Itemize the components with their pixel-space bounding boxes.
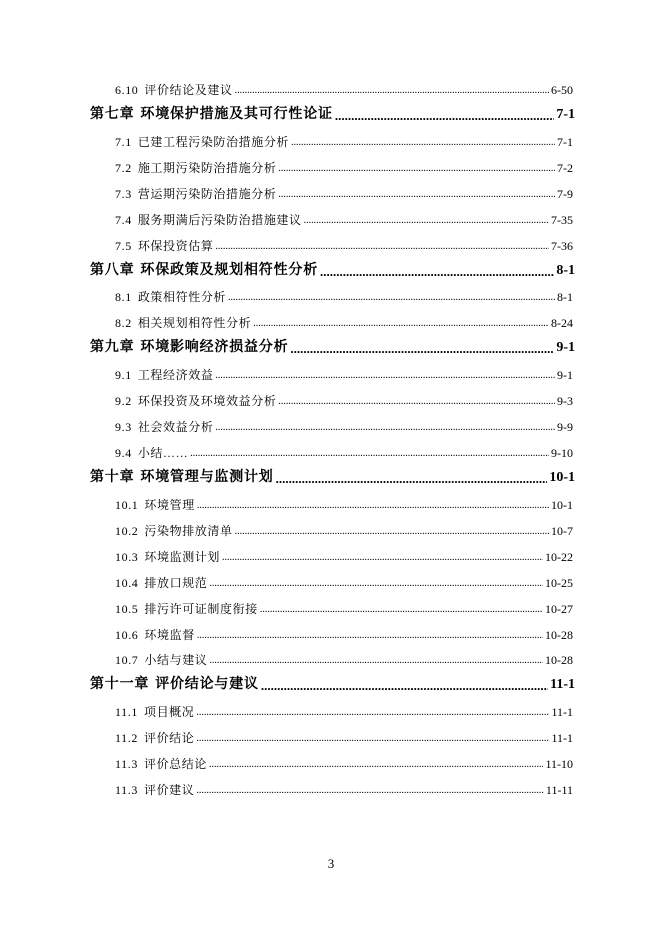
- dot-leader: [278, 162, 555, 176]
- toc-entry-page: 9-1: [557, 368, 573, 382]
- toc-section-entry[interactable]: [115, 569, 573, 591]
- toc-entry-page: 8-1: [556, 263, 575, 278]
- toc-entry-number: 10.2: [115, 524, 139, 538]
- toc-entry-number: 11.2: [115, 731, 138, 745]
- toc-entry-label: [115, 497, 195, 513]
- toc-chapter-entry[interactable]: [90, 465, 575, 487]
- toc-entry-page: 7-1: [556, 107, 575, 122]
- toc-entry-label: [115, 212, 302, 228]
- dot-leader: [215, 369, 555, 383]
- toc-section-entry[interactable]: [115, 646, 573, 668]
- toc-entry-label: [90, 106, 333, 124]
- toc-entry-page: 9-10: [551, 446, 573, 460]
- toc-entry-title: 项目概况: [143, 705, 195, 719]
- toc-entry-page: 10-1: [549, 470, 575, 485]
- toc-entry-title: 小结……: [137, 446, 189, 460]
- dot-leader: [215, 421, 555, 435]
- toc-entry-label: [115, 523, 233, 539]
- toc-section-entry[interactable]: [115, 595, 573, 617]
- toc-chapter-entry[interactable]: [90, 335, 575, 357]
- toc-chapter-entry[interactable]: [90, 258, 575, 280]
- dot-leader: [196, 784, 544, 798]
- dot-leader: [197, 499, 549, 513]
- toc-entry-title: 社会效益分析: [137, 420, 214, 434]
- toc-entry-label: [90, 469, 274, 487]
- toc-entry-label: [90, 262, 318, 280]
- toc-entry-title: 评价建议: [143, 783, 195, 797]
- dot-leader: [215, 240, 549, 254]
- toc-entry-title: 环境管理与监测计划: [140, 470, 274, 485]
- toc-entry-number: 9.1: [115, 368, 132, 382]
- toc-entry-number: 11.3: [115, 783, 138, 797]
- toc-entry-number: 10.6: [115, 628, 139, 642]
- toc-entry-title: 政策相符性分析: [137, 290, 227, 304]
- toc-section-entry[interactable]: [115, 439, 573, 461]
- toc-entry-number: 第十章: [90, 470, 135, 485]
- toc-section-entry[interactable]: [115, 206, 573, 228]
- toc-entry-page: 10-22: [545, 550, 573, 564]
- toc-entry-title: 排污许可证制度衔接: [144, 602, 258, 616]
- toc-entry-number: 9.3: [115, 420, 132, 434]
- toc-entry-label: [115, 238, 213, 254]
- toc-entry-title: 环境影响经济损益分析: [140, 340, 289, 355]
- toc-chapter-entry[interactable]: [90, 672, 575, 694]
- toc-entry-label: [115, 782, 194, 798]
- dot-leader: [278, 188, 555, 202]
- toc-entry-label: [115, 704, 194, 720]
- toc-entry-label: [115, 289, 226, 305]
- toc-section-entry[interactable]: [115, 543, 573, 565]
- toc-entry-page: 10-28: [545, 628, 573, 642]
- toc-entry-title: 环保投资及环境效益分析: [137, 394, 277, 408]
- toc-section-entry[interactable]: [115, 76, 573, 98]
- toc-entry-label: [115, 186, 276, 202]
- toc-entry-title: 环境保护措施及其可行性论证: [140, 107, 333, 122]
- toc-entry-label: [115, 445, 188, 461]
- toc-entry-page: 11-1: [551, 731, 573, 745]
- toc-entry-page: 11-1: [550, 677, 575, 692]
- toc-section-entry[interactable]: [115, 621, 573, 643]
- toc-section-entry[interactable]: [115, 491, 573, 513]
- toc-entry-number: 7.3: [115, 187, 132, 201]
- dot-leader: [291, 136, 555, 150]
- toc-entry-title: 评价结论: [143, 731, 195, 745]
- toc-entry-page: 7-1: [557, 135, 573, 149]
- toc-entry-page: 10-27: [545, 602, 573, 616]
- toc-entry-title: 环境监测计划: [144, 550, 221, 564]
- toc-entry-page: 11-1: [551, 705, 573, 719]
- toc-entry-page: 9-1: [556, 340, 575, 355]
- toc-section-entry[interactable]: [115, 750, 573, 772]
- toc-entry-title: 评价结论及建议: [144, 83, 233, 97]
- toc-section-entry[interactable]: [115, 361, 573, 383]
- dot-leader: [222, 551, 543, 565]
- toc-entry-title: 相关规划相符性分析: [137, 316, 252, 330]
- toc-chapter-entry[interactable]: [90, 102, 575, 124]
- toc-entry-number: 10.7: [115, 653, 139, 667]
- toc-entry-label: [115, 652, 207, 668]
- toc-entry-title: 服务期满后污染防治措施建议: [137, 213, 302, 227]
- toc-entry-label: [115, 315, 251, 331]
- toc-entry-page: 7-35: [551, 213, 573, 227]
- toc-entry-number: 第八章: [90, 263, 135, 278]
- toc-entry-label: [115, 627, 195, 643]
- toc-entry-label: [115, 575, 207, 591]
- toc-entry-label: [90, 339, 288, 357]
- toc-entry-label: [115, 601, 258, 617]
- toc-entry-number: 7.2: [115, 161, 132, 175]
- toc-entry-label: [115, 82, 233, 98]
- dot-leader: [196, 732, 549, 746]
- dot-leader: [209, 654, 543, 668]
- toc-entry-title: 小结与建议: [144, 653, 208, 667]
- toc-section-entry[interactable]: [115, 232, 573, 254]
- dot-leader: [320, 263, 554, 280]
- toc-entry-number: 9.2: [115, 394, 132, 408]
- dot-leader: [278, 395, 555, 409]
- toc-entry-label: [115, 160, 276, 176]
- toc-section-entry[interactable]: [115, 309, 573, 331]
- dot-leader: [276, 470, 548, 487]
- toc-entry-page: 9-3: [557, 394, 573, 408]
- toc-entry-number: 第十一章: [90, 677, 150, 692]
- dot-leader: [304, 214, 549, 228]
- toc-entry-page: 10-1: [551, 498, 573, 512]
- toc-section-entry[interactable]: [115, 698, 573, 720]
- toc-section-entry[interactable]: [115, 413, 573, 435]
- toc-entry-label: [115, 549, 220, 565]
- toc-entry-number: 10.3: [115, 550, 139, 564]
- dot-leader: [209, 577, 543, 591]
- page-number: 3: [327, 856, 335, 871]
- toc-entry-number: 11.1: [115, 705, 138, 719]
- toc-entry-number: 7.4: [115, 213, 132, 227]
- toc-entry-page: 7-9: [557, 187, 573, 201]
- toc-entry-label: [115, 367, 213, 383]
- toc-entry-title: 污染物排放清单: [144, 524, 233, 538]
- toc-entry-page: 10-25: [545, 576, 573, 590]
- toc-entry-label: [115, 756, 207, 772]
- toc-entry-label: [115, 730, 194, 746]
- toc-entry-label: [115, 134, 289, 150]
- toc-entry-title: 环保投资估算: [137, 239, 214, 253]
- dot-leader: [196, 706, 549, 720]
- toc-entry-page: 7-2: [557, 161, 573, 175]
- toc-section-entry[interactable]: [115, 154, 573, 176]
- toc-entry-number: 7.1: [115, 135, 132, 149]
- toc-entry-page: 7-36: [551, 239, 573, 253]
- toc-section-entry[interactable]: [115, 724, 573, 746]
- toc-entry-title: 排放口规范: [144, 576, 208, 590]
- toc-entry-label: [115, 393, 276, 409]
- toc-entry-page: 10-28: [545, 653, 573, 667]
- toc-entry-number: 11.3: [115, 757, 138, 771]
- toc-section-entry[interactable]: [115, 517, 573, 539]
- toc-entry-number: 9.4: [115, 446, 132, 460]
- toc-section-entry[interactable]: [115, 128, 573, 150]
- toc-entry-page: 6-50: [551, 83, 573, 97]
- toc-entry-page: 11-10: [545, 757, 573, 771]
- toc-entry-title: 评价结论与建议: [155, 677, 259, 692]
- dot-leader: [190, 447, 549, 461]
- toc-entry-page: 8-24: [551, 316, 573, 330]
- toc-entry-number: 10.4: [115, 576, 139, 590]
- toc-entry-label: [115, 419, 213, 435]
- toc-entry-label: [90, 676, 259, 694]
- toc-entry-number: 第九章: [90, 340, 135, 355]
- toc-entry-title: 工程经济效益: [137, 368, 214, 382]
- toc-entry-title: 环境监督: [144, 628, 195, 642]
- toc-section-entry[interactable]: [115, 776, 573, 798]
- toc-entry-number: 10.1: [115, 498, 139, 512]
- dot-leader: [209, 758, 543, 772]
- toc-entry-title: 已建工程污染防治措施分析: [137, 135, 290, 149]
- dot-leader: [235, 525, 549, 539]
- toc-entry-number: 7.5: [115, 239, 132, 253]
- toc-entry-title: 环境管理: [144, 498, 195, 512]
- toc-section-entry[interactable]: [115, 180, 573, 202]
- dot-leader: [228, 291, 555, 305]
- toc-entry-page: 11-11: [545, 783, 573, 797]
- toc-entry-page: 10-7: [551, 524, 573, 538]
- dot-leader: [197, 629, 543, 643]
- dot-leader: [261, 677, 548, 694]
- toc-entry-number: 8.1: [115, 290, 132, 304]
- toc-entry-page: 8-1: [557, 290, 573, 304]
- toc-entry-number: 6.10: [115, 83, 139, 97]
- dot-leader: [235, 84, 549, 98]
- toc-entry-title: 营运期污染防治措施分析: [137, 187, 277, 201]
- toc-entry-number: 第七章: [90, 107, 135, 122]
- dot-leader: [253, 317, 549, 331]
- dot-leader: [335, 107, 555, 124]
- toc-entry-page: 9-9: [557, 420, 573, 434]
- toc-section-entry[interactable]: [115, 387, 573, 409]
- toc-entry-title: 评价总结论: [143, 757, 207, 771]
- toc-entry-title: 环保政策及规划相符性分析: [140, 263, 319, 278]
- dot-leader: [290, 340, 554, 357]
- toc-entry-title: 施工期污染防治措施分析: [137, 161, 277, 175]
- toc-section-entry[interactable]: [115, 283, 573, 305]
- dot-leader: [260, 603, 543, 617]
- toc-entry-number: 8.2: [115, 316, 132, 330]
- toc-entry-number: 10.5: [115, 602, 139, 616]
